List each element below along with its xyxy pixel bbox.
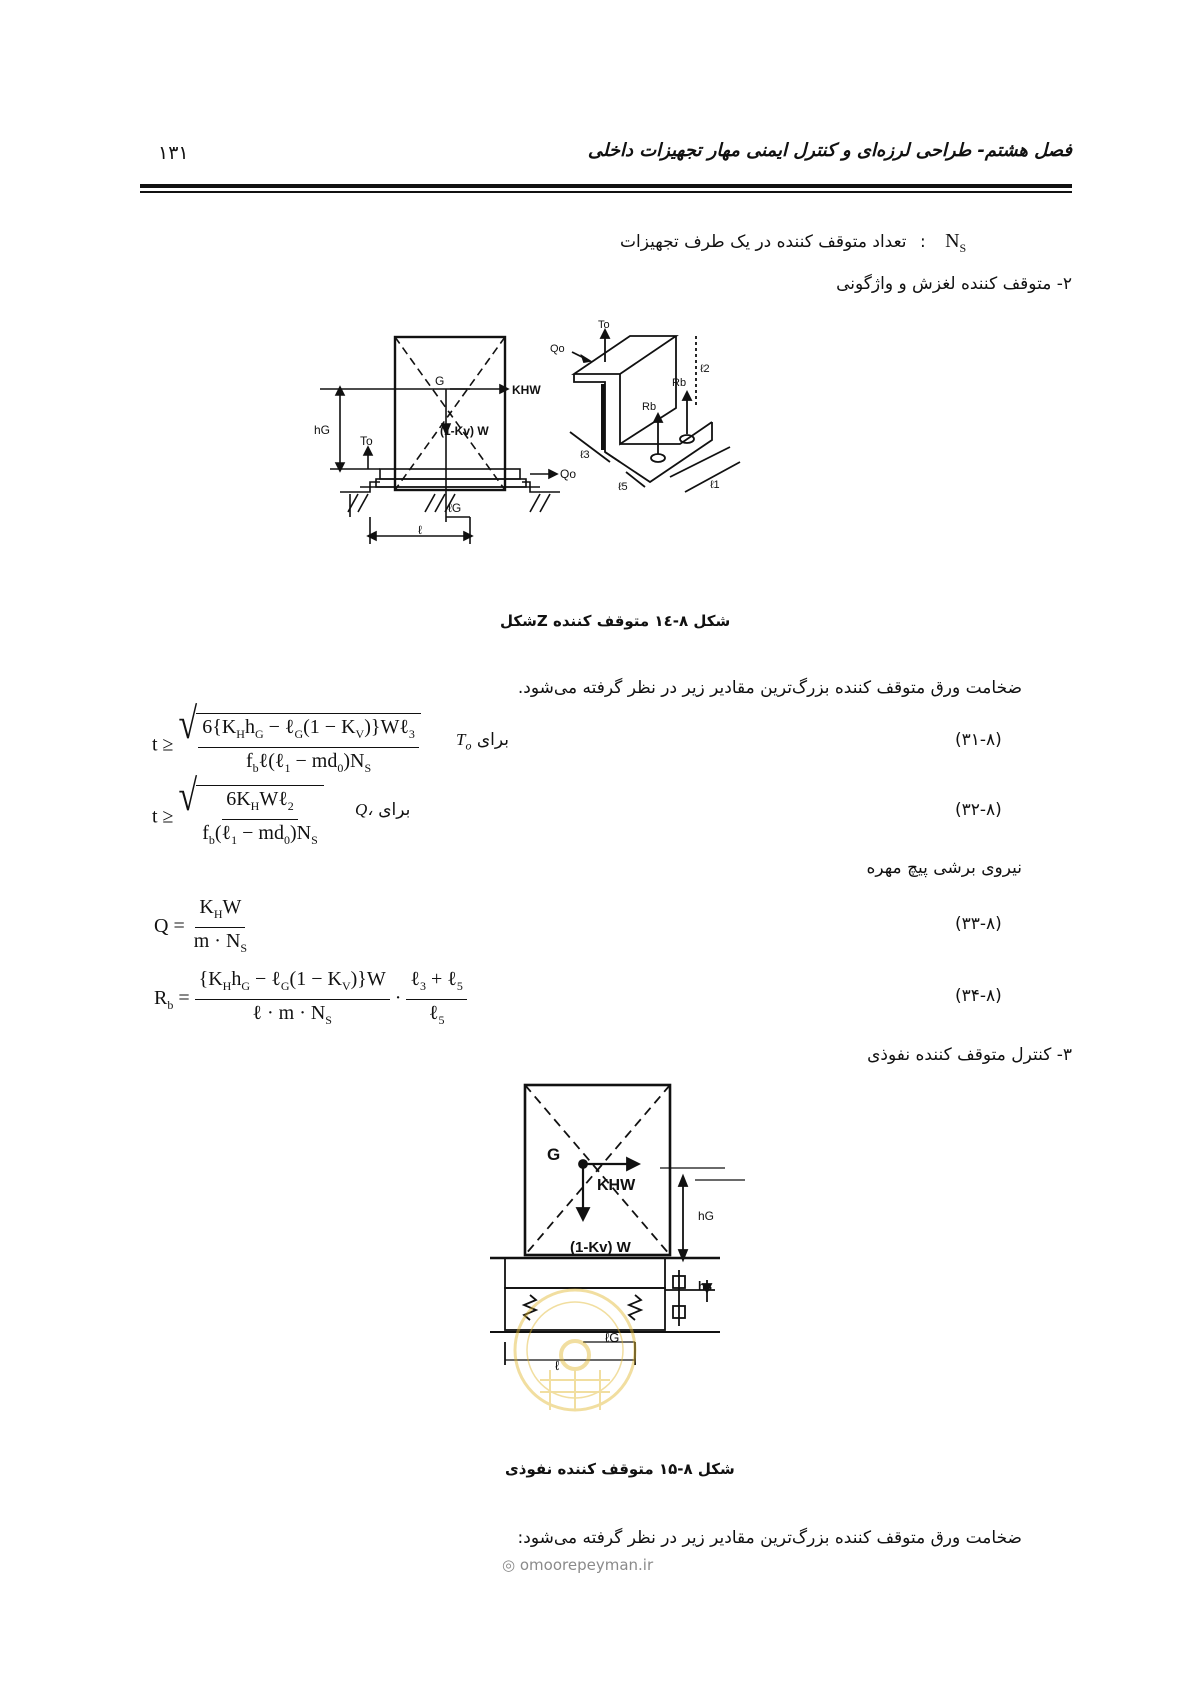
section-2-heading: ۲- متوقف کننده لغزش و واژگونی [836,274,1072,294]
figure-8-15 [455,1080,775,1410]
fig14-label-hg: hG [314,423,331,437]
fig14-label-to: To [360,434,373,448]
chapter-title: فصل هشتم- طراحی لرزه‌ای و کنترل ایمنی مهار تجهیزات داخلی [587,140,1072,161]
fig14-label-qo: Qo [560,467,577,481]
fig14-label-rb: Rb [642,401,657,413]
fig14-label-khw: KHW [512,383,541,397]
fig14-label-kvw: (1-Kv) W [440,424,489,438]
figure-8-15-caption: شکل ۸-۱۵ متوقف کننده نفوذی [505,1460,735,1478]
equation-32: t ≥ √ $\frac{6K_HW\ell_2}{f_b(\ell_1 - md_0)N_S}$ [152,785,324,851]
thickness-paragraph-2: ضخامت ورق متوقف کننده بزرگ‌ترین مقادیر زیر در نظر گرفته می‌شود: [517,1528,1022,1548]
fig14-label-l1: ℓ1 [710,479,720,491]
fig14-label-lg: ℓG [448,501,462,515]
fig14-label-rb2: Rb [672,377,687,389]
fig15-label-hs: hs [698,1279,713,1293]
globe-icon: ◎ [502,1556,516,1574]
fig15-label-kvw: (1-Kv) W [570,1239,631,1256]
figure-8-14-caption: شکل ۸-۱٤ متوقف کننده Zشکل [500,612,731,630]
fig15-label-lg: ℓG [605,1330,620,1345]
equation-31-condition: $T_o$ برای [456,730,510,753]
thickness-paragraph: ضخامت ورق متوقف کننده بزرگ‌ترین مقادیر زیر در نظر گرفته می‌شود. [517,678,1022,698]
equation-33-number: (۳۳-۸) [955,914,1002,934]
fig14-label-l2: ℓ2 [700,363,710,375]
equation-32-condition: Q، برای [355,800,411,820]
fig15-label-hg: hG [698,1209,715,1223]
fig14-label-l5: ℓ5 [618,481,628,493]
fig15-label-g: G [547,1145,561,1164]
equation-34: $R_b$ = $\frac{\{K_Hh_G - \ell_G(1 - K_V)\}W}{\ell \cdot m \cdot N_S}$ · $\frac{\ell_3 + \ell_5}{\ell_5}$ [154,968,467,1031]
fig15-label-khw: KHW [597,1177,636,1194]
watermark-url: ◎ omoorepeyman.ir [502,1556,654,1574]
equation-31: t ≥ √ $\frac{6\{K_Hh_G - \ell_G(1 - K_V)\}W\ell_3}{f_b\ell(\ell_1 - md_0)N_S}$ [152,713,421,779]
bolt-shear-label: نیروی برشی پیچ مهره [866,858,1022,878]
equation-31-number: (۳۱-۸) [955,730,1002,750]
equation-32-number: (۳۲-۸) [955,800,1002,820]
page-number: ۱۳۱ [158,142,189,164]
equation-34-number: (۳۴-۸) [955,986,1002,1006]
watermark-seal [515,1290,635,1410]
ns-definition [620,230,966,256]
header-rule-thin [140,191,1072,193]
ns-definition-text: تعداد متوقف کننده در یک طرف تجهیزات [620,232,907,252]
fig15-label-l: ℓ [555,1358,560,1373]
fig14-label-l: ℓ [418,523,422,537]
header-rule-thick [140,184,1072,188]
equation-33: Q = $\frac{K_HW}{m \cdot N_S}$ [154,896,248,955]
z-stopper-top [574,336,676,374]
fig14-label-l3: ℓ3 [580,449,590,461]
fig14-label-qo-b: Qo [550,343,565,355]
ns-separator: : [919,232,926,252]
fig14-label-to-b: To [598,319,610,331]
figure-8-14 [314,319,810,584]
fig14-label-g: G [435,374,445,388]
section-3-heading: ۳- کنترل متوقف کننده نفوذی [867,1045,1072,1065]
ns-symbol: $N_S$ [945,230,967,255]
